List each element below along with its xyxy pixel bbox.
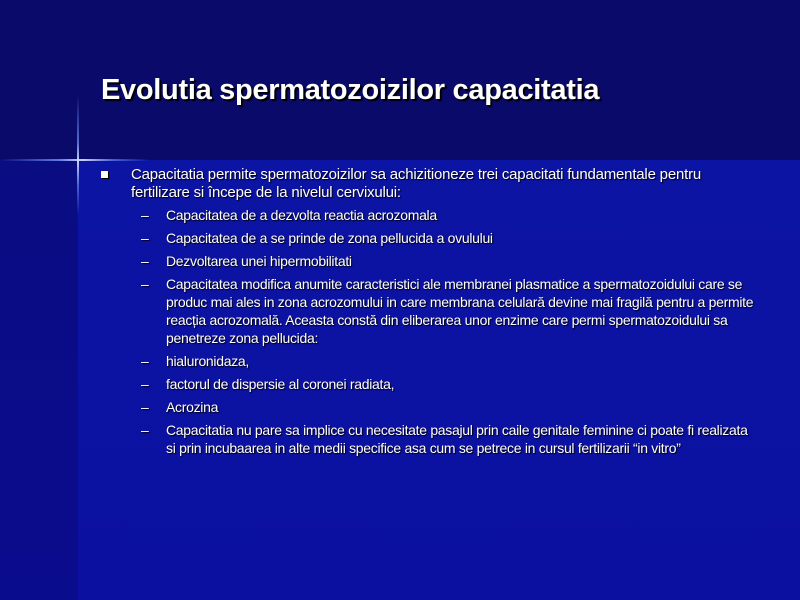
- sub-bullet-item: [131, 398, 760, 416]
- sub-bullet-item: [131, 252, 760, 270]
- sub-bullet-text: Capacitatia nu pare sa implice cu necesitate pasajul prin caile genitale feminine ci poate fi realizata si prin incubaarea in alte medii specifice asa cum se petrece in cursul fertilizarii “in vitro”: [166, 422, 748, 456]
- dash-bullet-icon: –: [141, 399, 149, 415]
- sub-bullet-text: hialuronidaza,: [166, 353, 249, 369]
- dash-bullet-icon: –: [141, 276, 149, 292]
- dash-bullet-icon: –: [141, 230, 149, 246]
- main-bullet-text: Capacitatia permite spermatozoizilor sa achizitioneze trei capacitati fundamentale pentru fertilizare si începe de la nivelul cervixului:: [131, 166, 702, 201]
- dash-bullet-icon: –: [141, 376, 149, 392]
- sub-bullet-text: Dezvoltarea unei hipermobilitati: [166, 253, 352, 269]
- decorative-light-line-horizontal: [0, 159, 150, 161]
- dash-bullet-icon: –: [141, 353, 149, 369]
- slide-left-band: [0, 160, 78, 600]
- main-bullet-item: [100, 166, 760, 457]
- sub-bullet-text: Capacitatea de a dezvolta reactia acrozomala: [166, 207, 437, 223]
- sub-bullet-text: Acrozina: [166, 399, 219, 415]
- decorative-light-line-vertical: [77, 95, 79, 215]
- sub-bullet-item: [131, 229, 760, 247]
- square-bullet-icon: [101, 171, 108, 178]
- sub-bullet-text: Capacitatea de a se prinde de zona pellucida a ovulului: [166, 230, 493, 246]
- sub-bullet-item: [131, 275, 760, 347]
- slide-title: Evolutia spermatozoizilor capacitatia: [101, 74, 600, 106]
- sub-bullet-item: [131, 352, 760, 370]
- dash-bullet-icon: –: [141, 253, 149, 269]
- dash-bullet-icon: –: [141, 207, 149, 223]
- sub-bullet-item: [131, 421, 760, 457]
- sub-bullet-text: factorul de dispersie al coronei radiata,: [166, 376, 395, 392]
- sub-bullet-item: [131, 375, 760, 393]
- sub-bullet-list: [131, 206, 760, 457]
- sub-bullet-item: [131, 206, 760, 224]
- slide-body: [100, 166, 760, 462]
- sub-bullet-text: Capacitatea modifica anumite caracteristici ale membranei plasmatice a spermatozoidului care se produc mai ales in zona acrozomului in care membrana celulară devine mai fragilă pentru a permite reacția acrozomală. Aceasta constă din eliberarea unor enzime care permi spermatozoidului sa penetreze zona pellucida:: [166, 276, 754, 346]
- dash-bullet-icon: –: [141, 422, 149, 438]
